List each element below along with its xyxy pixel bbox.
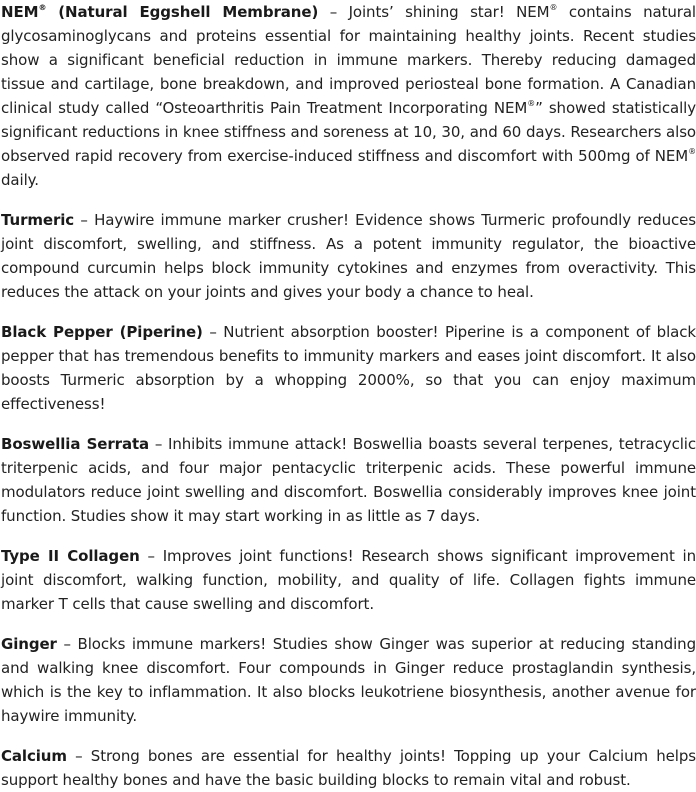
ingredient-name: Type II Collagen (1, 547, 140, 565)
ingredient-text: – Nutrient absorption booster! Piperine is a component of black pepper that has tremendous benefits to immunity markers and eases joint discomfort. It also boosts Turmeric absorption by a whopping 2000%, so that you can enjoy maximum effectiveness! (1, 323, 696, 413)
ingredient-name: Turmeric (1, 211, 75, 229)
ingredient-boswellia (1, 432, 696, 528)
ingredient-black-pepper (1, 320, 696, 416)
ingredient-text-part: – Joints’ shining star! NEM (318, 3, 550, 21)
ingredient-calcium (1, 744, 696, 792)
ingredient-name: Boswellia Serrata (1, 435, 150, 453)
ingredient-name (1, 3, 318, 21)
ingredient-text: – Inhibits immune attack! Boswellia boasts several terpenes, tetracyclic triterpenic acids, and four major pentacyclic triterpenic acids. These powerful immune modulators reduce joint swelling and discomfort. Boswellia considerably improves knee joint function. Studies show it may start working in as little as 7 days. (1, 435, 696, 525)
registered-mark: ® (688, 147, 696, 156)
ingredient-text: – Improves joint functions! Research shows significant improvement in joint discomfort, walking function, mobility, and quality of life. Collagen fights immune marker T cells that cause swelling and discomfort. (1, 547, 696, 613)
ingredient-text: – Haywire immune marker crusher! Evidence shows Turmeric profoundly reduces joint discomfort, swelling, and stiffness. As a potent immunity regulator, the bioactive compound curcumin helps block immunity cytokines and enzymes from overactivity. This reduces the attack on your joints and gives your body a chance to heal. (1, 211, 696, 301)
ingredient-text-part: contains natural glycosaminoglycans and proteins essential for maintaining healthy joints. Recent studies show a significant beneficial reduction in immune markers. Thereby reducing damaged tissue and cartilage, bone breakdown, and improved periosteal bone formation. A Canadian clinical study called “Osteoarthritis Pain Treatment Incorporating NEM (1, 3, 696, 117)
registered-mark: ® (549, 3, 558, 12)
ingredient-collagen (1, 544, 696, 616)
nem-name-suffix: (Natural Eggshell Membrane) (46, 3, 319, 21)
ingredient-name: Black Pepper (Piperine) (1, 323, 203, 341)
ingredient-text-part: ” showed statistically significant reductions in knee stiffness and soreness at 10, 30, and 60 days. Researchers also observed rapid recovery from exercise-induced stiffness and discomfort with 500mg of NEM (1, 99, 696, 165)
ingredient-text-part: daily. (1, 171, 39, 189)
ingredient-text: – Strong bones are essential for healthy joints! Topping up your Calcium helps support healthy bones and have the basic building blocks to remain vital and robust. (1, 747, 696, 789)
ingredient-ginger (1, 632, 696, 728)
ingredient-name: Calcium (1, 747, 67, 765)
ingredient-text: – Blocks immune markers! Studies show Ginger was superior at reducing standing and walking knee discomfort. Four compounds in Ginger reduce prostaglandin synthesis, which is the key to inflammation. It also blocks leukotriene biosynthesis, another avenue for haywire immunity. (1, 635, 696, 725)
nem-name: NEM (1, 3, 39, 21)
registered-mark: ® (527, 99, 536, 108)
ingredient-name: Ginger (1, 635, 57, 653)
registered-mark: ® (38, 3, 47, 12)
ingredient-nem (1, 0, 696, 192)
ingredient-turmeric (1, 208, 696, 304)
